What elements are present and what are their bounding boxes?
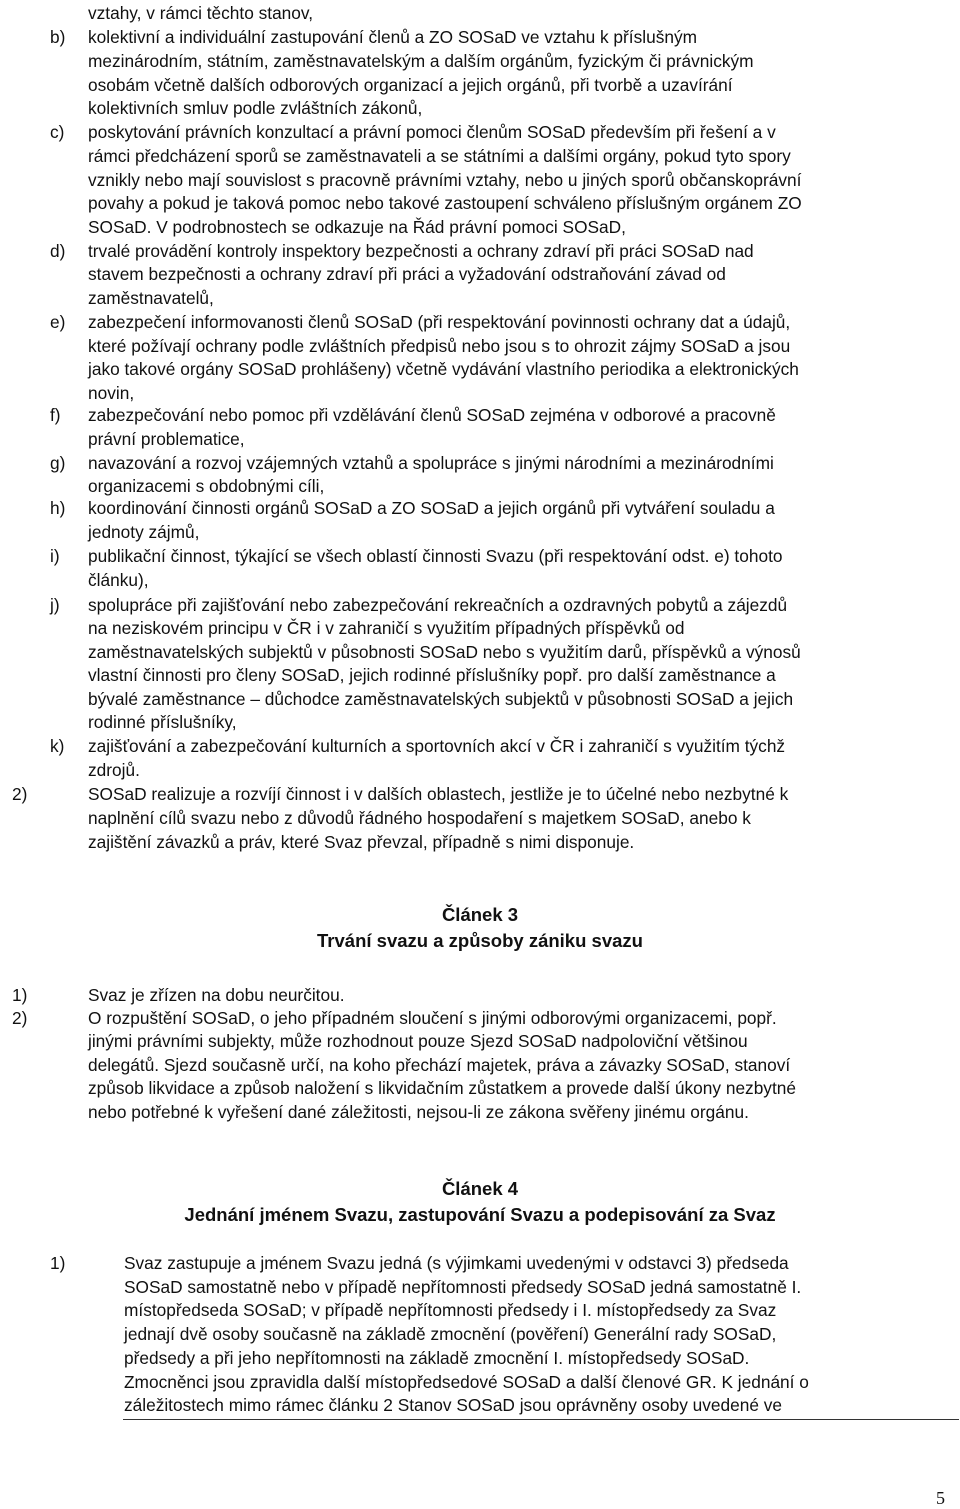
- article-4-label-1: 1): [50, 1253, 66, 1273]
- list-item-b-line: kolektivní a individuální zastupování členů a ZO SOSaD ve vztahu k příslušným: [88, 27, 697, 47]
- paragraph-2-line: naplnění cílů svazu nebo z důvodů řádného hospodaření s majetkem SOSaD, anebo k: [88, 808, 751, 828]
- list-item-j-line: bývalé zaměstnance – důchodce zaměstnavatelských subjektů v působnosti SOSaD a jejich: [88, 689, 794, 709]
- list-item-i-line: publikační činnost, týkající se všech oblastí činnosti Svazu (při respektování odst. e) tohoto: [88, 546, 783, 566]
- list-label-d: d): [50, 241, 66, 261]
- list-item-e-line: zabezpečení informovanosti členů SOSaD (při respektování povinnosti ochrany dat a údajů,: [88, 312, 791, 332]
- list-item-g-line: organizacemi s obdobnými cíli,: [88, 476, 325, 496]
- list-item-d-line: trvalé provádění kontroly inspektory bezpečnosti a ochrany zdraví při práci SOSaD nad: [88, 241, 754, 261]
- article-4-item-1-line: předsedy a při jeho nepřítomnosti na základě zmocnění I. místopředsedy SOSaD.: [124, 1348, 750, 1368]
- list-item-b-line: kolektivních smluv podle zvláštních zákonů,: [88, 98, 423, 118]
- list-item-b-line: mezinárodním, státním, zaměstnavatelským a dalším orgánům, fyzickým či právnickým: [88, 51, 754, 71]
- article-4-item-1-line: záležitostech mimo rámec článku 2 Stanov SOSaD jsou oprávněny osoby uvedené ve: [124, 1395, 782, 1415]
- list-item-d-line: zaměstnavatelů,: [88, 288, 214, 308]
- list-item-h-line: jednoty zájmů,: [88, 522, 200, 542]
- article-3-item-2-line: nebo potřebné k vyřešení dané záležitosti, nejsou-li ze zákona svěřeny jinému orgánu.: [88, 1102, 749, 1122]
- list-item-h-line: koordinování činnosti orgánů SOSaD a ZO SOSaD a jejich orgánů při vytváření souladu a: [88, 498, 775, 518]
- list-item-c-line: vznikly nebo mají souvislost s pracovně právními vztahy, nebo u jiných sporů občanskoprávní: [88, 170, 802, 190]
- article-4-item-1-line: Svaz zastupuje a jménem Svazu jedná (s výjimkami uvedenými v odstavci 3) předseda: [124, 1253, 789, 1273]
- article-3-title: Trvání svazu a způsoby zániku svazu: [317, 930, 643, 951]
- list-label-e: e): [50, 312, 66, 332]
- article-3-item-2-line: způsob likvidace a způsob naložení s likvidačním zůstatkem a provede další úkony nezbytné: [88, 1078, 796, 1098]
- list-item-j-line: rodinné příslušníky,: [88, 712, 237, 732]
- article-4-item-1-line: Zmocněnci jsou zpravidla další místopředsedové SOSaD a další členové GR. K jednání o: [124, 1372, 809, 1392]
- list-item-j-line: vlastní činnosti pro členy SOSaD, jejich rodinné příslušníky popř. pro další zaměstnance a: [88, 665, 776, 685]
- paragraph-2-line: SOSaD realizuje a rozvíjí činnost i v dalších oblastech, jestliže je to účelné nebo nezbytné k: [88, 784, 789, 804]
- paragraph-label-2: 2): [12, 784, 28, 804]
- article-3-label-1: 1): [12, 985, 28, 1005]
- page-number: 5: [936, 1488, 945, 1508]
- list-item-j-line: na neziskovém principu v ČR i v zahraničí s využitím případných příspěvků od: [88, 618, 685, 638]
- list-item-j-line: zaměstnavatelských subjektů v působnosti SOSaD nebo s využitím darů, příspěvků a výnosů: [88, 642, 801, 662]
- article-4-item-1-line: jednají dvě osoby současně na základě zmocnění (pověření) Generální rady SOSaD,: [124, 1324, 777, 1344]
- list-item-d-line: stavem bezpečnosti a ochrany zdraví při práci a vyžadování odstraňování závad od: [88, 264, 726, 284]
- article-3-label-2: 2): [12, 1008, 28, 1028]
- list-label-c: c): [50, 122, 65, 142]
- list-item-c-line: SOSaD. V podrobnostech se odkazuje na Řád právní pomoci SOSaD,: [88, 217, 626, 237]
- article-4-item-1-line: SOSaD samostatně nebo v případě nepřítomnosti předsedy SOSaD jedná samostatně I.: [124, 1277, 802, 1297]
- list-item-c-line: poskytování právních konzultací a právní pomoci členům SOSaD především při řešení a v: [88, 122, 776, 142]
- continuation-line: vztahy, v rámci těchto stanov,: [88, 3, 314, 23]
- list-item-g-line: navazování a rozvoj vzájemných vztahů a spolupráce s jinými národními a mezinárodními: [88, 453, 774, 473]
- list-item-c-line: rámci předcházení sporů se zaměstnavateli a se státními a dalšími orgány, pokud tyto spory: [88, 146, 791, 166]
- article-3-item-2-line: O rozpuštění SOSaD, o jeho případném sloučení s jinými odborovými organizacemi, popř.: [88, 1008, 777, 1028]
- list-item-k-line: zajišťování a zabezpečování kulturních a sportovních akcí v ČR i zahraničí s využitím týchž: [88, 736, 786, 756]
- article-3-item-2-line: jinými právními subjekty, může rozhodnout pouze Sjezd SOSaD nadpoloviční většinou: [88, 1031, 748, 1051]
- list-item-f-line: zabezpečování nebo pomoc při vzdělávání členů SOSaD zejména v odborové a pracovně: [88, 405, 776, 425]
- list-label-h: h): [50, 498, 66, 518]
- article-3-heading: Článek 3: [441, 904, 519, 925]
- list-label-g: g): [50, 453, 66, 473]
- list-item-c-line: povahy a pokud je taková pomoc nebo takové zastoupení schváleno příslušným orgánem ZO: [88, 193, 802, 213]
- list-item-k-line: zdrojů.: [88, 760, 140, 780]
- list-item-i-line: článku),: [88, 570, 149, 590]
- list-label-i: i): [50, 546, 60, 566]
- list-label-f: f): [50, 405, 61, 425]
- list-label-k: k): [50, 736, 65, 756]
- article-4-item-1-line: místopředseda SOSaD; v případě nepřítomnosti předsedy i I. místopředsedy za Svaz: [124, 1300, 777, 1320]
- list-item-j-line: spolupráce při zajišťování nebo zabezpečování rekreačních a ozdravných pobytů a zájezdů: [88, 595, 788, 615]
- list-item-e-line: novin,: [88, 383, 135, 403]
- article-3-item-2-line: delegátů. Sjezd současně určí, na koho přechází majetek, práva a závazky SOSaD, stanoví: [88, 1055, 791, 1075]
- list-item-b-line: osobám včetně dalších odborových organizací a jejich orgánů, při tvorbě a uzavírání: [88, 75, 733, 95]
- list-item-e-line: které požívají ochrany podle zvláštních předpisů nebo jsou s to ohrozit zájmy SOSaD a jsou: [88, 336, 791, 356]
- paragraph-2-line: zajištění závazků a práv, které Svaz převzal, případně s nimi disponuje.: [88, 832, 635, 852]
- list-item-f-line: právní problematice,: [88, 429, 245, 449]
- article-3-item-1-line: Svaz je zřízen na dobu neurčitou.: [88, 985, 345, 1005]
- list-item-e-line: jako takové orgány SOSaD prohlášeny) včetně vydávání vlastního periodika a elektronických: [88, 359, 799, 379]
- article-4-heading: Článek 4: [441, 1178, 519, 1199]
- list-label-j: j): [50, 595, 60, 615]
- footer-divider: [123, 1419, 959, 1420]
- list-label-b: b): [50, 27, 66, 47]
- article-4-title: Jednání jménem Svazu, zastupování Svazu a podepisování za Svaz: [184, 1204, 776, 1225]
